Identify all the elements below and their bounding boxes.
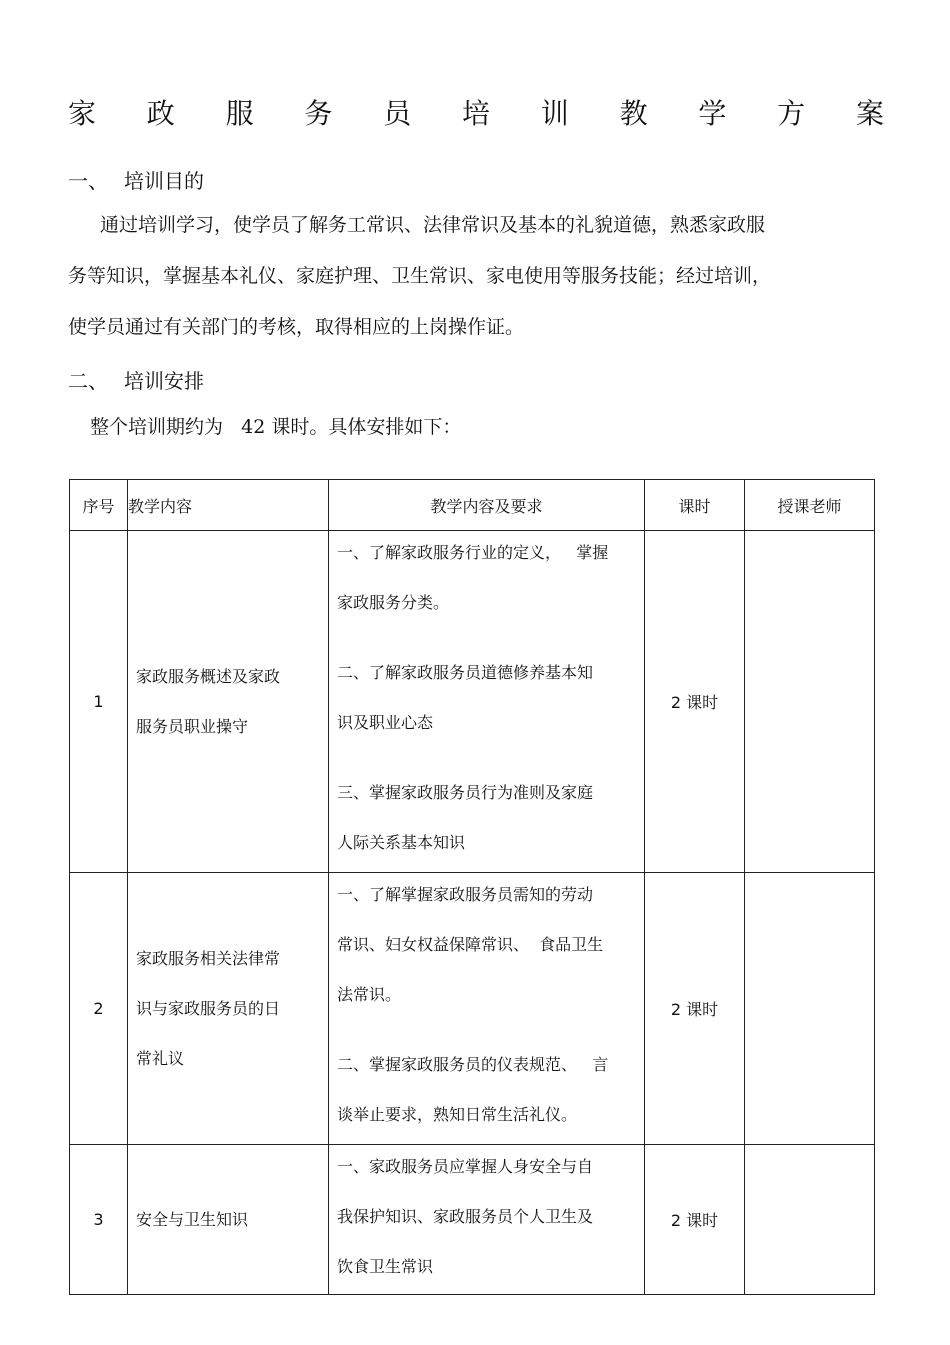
title-char: 案: [855, 97, 884, 130]
row-teacher: [745, 531, 875, 873]
title-char: 培: [461, 97, 490, 130]
purpose-paragraph: [68, 200, 848, 353]
requirement-line: 法常识。: [337, 985, 402, 1004]
schedule-table: [69, 479, 875, 1295]
title-char: 员: [383, 97, 412, 130]
table-row: [70, 873, 875, 1145]
document-title: [68, 92, 884, 132]
requirement-line: 饮食卫生常识: [337, 1257, 434, 1276]
topic-line: 安全与卫生知识: [136, 1209, 249, 1229]
title-char: 训: [540, 97, 569, 130]
row-hours: 2 课时: [645, 873, 745, 1145]
row-requirements: [329, 873, 645, 1145]
section-number: 一、: [68, 169, 108, 193]
title-char: 服: [225, 97, 254, 130]
arrangement-intro: 整个培训期约为 42 课时。具体安排如下：: [90, 416, 462, 438]
table-row: [70, 531, 875, 873]
section-heading-arrangement: [68, 365, 204, 394]
requirement-item: [337, 870, 636, 1020]
row-requirements: [329, 1145, 645, 1295]
header-topic: 教学内容: [128, 480, 329, 531]
header-no: 序号: [70, 480, 128, 531]
paragraph-line: 使学员通过有关部门的考核，取得相应的上岗操作证。: [68, 316, 525, 338]
topic-line: 服务员职业操守: [136, 716, 249, 736]
row-number: 3: [70, 1145, 128, 1295]
requirement-line: 一、了解家政服务行业的定义， 掌握: [337, 543, 609, 562]
row-topic: [128, 531, 329, 873]
title-char: 学: [698, 97, 727, 130]
header-teacher: 授课老师: [745, 480, 875, 531]
row-topic: [128, 873, 329, 1145]
table-header-row: [70, 480, 875, 531]
section-number: 二、: [68, 369, 108, 393]
requirement-line: 一、了解掌握家政服务员需知的劳动: [337, 885, 594, 904]
requirement-item: [337, 768, 636, 868]
topic-line: 常礼议: [136, 1048, 185, 1068]
section-title: 培训目的: [124, 169, 204, 193]
header-requirements: 教学内容及要求: [329, 480, 645, 531]
title-char: 教: [619, 97, 648, 130]
row-number: 1: [70, 531, 128, 873]
requirement-line: 识及职业心态: [337, 713, 434, 732]
topic-line: 家政服务概述及家政: [136, 666, 281, 686]
requirement-line: 三、掌握家政服务员行为准则及家庭: [337, 783, 594, 802]
requirement-line: 一、家政服务员应掌握人身安全与自: [337, 1157, 594, 1176]
requirement-line: 家政服务分类。: [337, 593, 450, 612]
title-char: 家: [68, 97, 97, 130]
row-hours: 2 课时: [645, 1145, 745, 1295]
row-hours: 2 课时: [645, 531, 745, 873]
row-requirements: [329, 531, 645, 873]
requirement-line: 我保护知识、家政服务员个人卫生及: [337, 1207, 594, 1226]
row-teacher: [745, 1145, 875, 1295]
paragraph-line: 通过培训学习，使学员了解务工常识、法律常识及基本的礼貌道德，熟悉家政服: [100, 214, 766, 236]
title-char: 政: [146, 97, 175, 130]
title-char: 方: [777, 97, 806, 130]
requirement-line: 人际关系基本知识: [337, 833, 466, 852]
table-row: [70, 1145, 875, 1295]
title-char: 务: [304, 97, 333, 130]
header-hours: 课时: [645, 480, 745, 531]
requirement-line: 谈举止要求，熟知日常生活礼仪。: [337, 1105, 578, 1124]
topic-line: 家政服务相关法律常: [136, 948, 281, 968]
requirement-item: [337, 1040, 636, 1140]
requirement-line: 二、了解家政服务员道德修养基本知: [337, 663, 594, 682]
row-teacher: [745, 873, 875, 1145]
requirement-item: [337, 528, 636, 628]
requirement-item: [337, 648, 636, 748]
requirement-line: 常识、妇女权益保障常识、 食品卫生: [337, 935, 604, 954]
requirement-item: [337, 1142, 636, 1292]
topic-line: 识与家政服务员的日: [136, 998, 281, 1018]
row-number: 2: [70, 873, 128, 1145]
row-topic: [128, 1145, 329, 1295]
section-heading-purpose: [68, 165, 204, 194]
paragraph-line: 务等知识，掌握基本礼仪、家庭护理、卫生常识、家电使用等服务技能；经过培训，: [68, 265, 772, 287]
requirement-line: 二、掌握家政服务员的仪表规范、 言: [337, 1055, 609, 1074]
section-title: 培训安排: [124, 369, 204, 393]
